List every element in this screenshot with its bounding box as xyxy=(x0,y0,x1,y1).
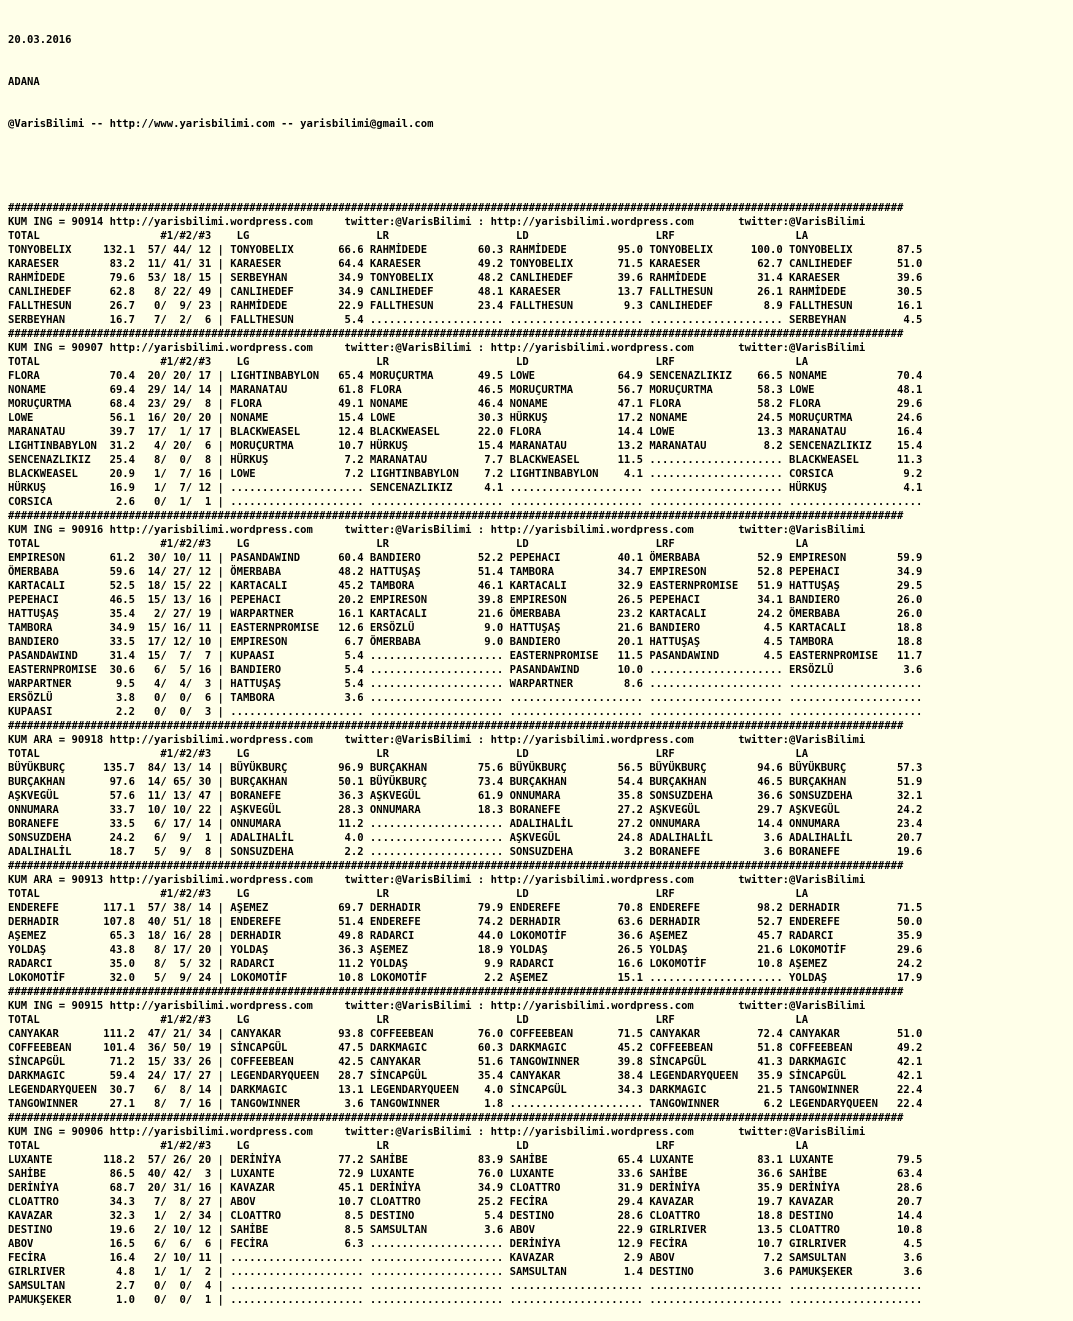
section-separator: ############################################################################################################################################# xyxy=(8,202,904,214)
table-row: CLOATTRO 34.3 7/ 8/ 27 | ABOV 10.7 CLOATTRO 25.2 FECİRA 29.4 KAVAZAR 19.7 KAVAZAR 20.7 xyxy=(8,1196,923,1208)
table-row: CANYAKAR 111.2 47/ 21/ 34 | CANYAKAR 93.8 COFFEEBEAN 76.0 COFFEEBEAN 71.5 CANYAKAR 72.4 CANYAKAR 51.0 xyxy=(8,1028,923,1040)
report-contact: @VarisBilimi -- http://www.yarisbilimi.com -- yarisbilimi@gmail.com xyxy=(8,118,434,130)
table-row: DERİNİYA 68.7 20/ 31/ 16 | KAVAZAR 45.1 DERİNİYA 34.9 CLOATTRO 31.9 DERİNİYA 35.9 DERİNİYA 28.6 xyxy=(8,1182,923,1194)
table-row: BLACKWEASEL 20.9 1/ 7/ 16 | LOWE 7.2 LIGHTINBABYLON 7.2 LIGHTINBABYLON 4.1 ..................... CORSICA 9.2 xyxy=(8,468,923,480)
table-row: TONYOBELIX 132.1 57/ 44/ 12 | TONYOBELIX 66.6 RAHMİDEDE 60.3 RAHMİDEDE 95.0 TONYOBELIX 100.0 TONYOBELIX 87.5 xyxy=(8,244,923,256)
table-row: HATTUŞAŞ 35.4 2/ 27/ 19 | WARPARTNER 16.1 KARTACALI 21.6 ÖMERBABA 23.2 KARTACALI 24.2 ÖMERBABA 26.0 xyxy=(8,608,923,620)
column-header: TOTAL #1/#2/#3 LG LR LD LRF LA xyxy=(8,748,809,760)
section-separator: ############################################################################################################################################# xyxy=(8,510,904,522)
table-row: SAMSULTAN 2.7 0/ 0/ 4 | ..................... ..................... ..................... ..................... ..................... xyxy=(8,1280,923,1292)
report-date: 20.03.2016 xyxy=(8,34,72,46)
blank-line xyxy=(8,159,1073,173)
table-row: MARANATAU 39.7 17/ 1/ 17 | BLACKWEASEL 12.4 BLACKWEASEL 22.0 FLORA 14.4 LOWE 13.3 MARANATAU 16.4 xyxy=(8,426,923,438)
section-separator: ############################################################################################################################################# xyxy=(8,720,904,732)
race-title: KUM ARA = 90918 http://yarisbilimi.wordpress.com twitter:@VarisBilimi : http://yarisbilimi.wordpress.com twitter:@VarisBilimi xyxy=(8,734,866,746)
table-row: HÜRKUŞ 16.9 1/ 7/ 12 | ..................... SENCENAZLIKIZ 4.1 ..................... ..................... HÜRKUŞ 4.1 xyxy=(8,482,923,494)
race-title: KUM ING = 90914 http://yarisbilimi.wordpress.com twitter:@VarisBilimi : http://yarisbilimi.wordpress.com twitter:@VarisBilimi xyxy=(8,216,866,228)
table-row: LUXANTE 118.2 57/ 26/ 20 | DERİNİYA 77.2 SAHİBE 83.9 SAHİBE 65.4 LUXANTE 83.1 LUXANTE 79.5 xyxy=(8,1154,923,1166)
table-row: MORUÇURTMA 68.4 23/ 29/ 8 | FLORA 49.1 NONAME 46.4 NONAME 47.1 FLORA 58.2 FLORA 29.6 xyxy=(8,398,923,410)
table-row: ÖMERBABA 59.6 14/ 27/ 12 | ÖMERBABA 48.2 HATTUŞAŞ 51.4 TAMBORA 34.7 EMPIRESON 52.8 PEPEHACI 34.9 xyxy=(8,566,923,578)
table-row: ONNUMARA 33.7 10/ 10/ 22 | AŞKVEGÜL 28.3 ONNUMARA 18.3 BORANEFE 27.2 AŞKVEGÜL 29.7 AŞKVEGÜL 24.2 xyxy=(8,804,923,816)
section-separator: ############################################################################################################################################# xyxy=(8,986,904,998)
race-list xyxy=(8,201,1073,1307)
column-header: TOTAL #1/#2/#3 LG LR LD LRF LA xyxy=(8,356,809,368)
table-row: SAHİBE 86.5 40/ 42/ 3 | LUXANTE 72.9 LUXANTE 76.0 LUXANTE 33.6 SAHİBE 36.6 SAHİBE 63.4 xyxy=(8,1168,923,1180)
table-row: GIRLRIVER 4.8 1/ 1/ 2 | ..................... ..................... SAMSULTAN 1.4 DESTINO 3.6 PAMUKŞEKER 3.6 xyxy=(8,1266,923,1278)
table-row: KARAESER 83.2 11/ 41/ 31 | KARAESER 64.4 KARAESER 49.2 TONYOBELIX 71.5 KARAESER 62.7 CANLIHEDEF 51.0 xyxy=(8,258,923,270)
table-row: LOWE 56.1 16/ 20/ 20 | NONAME 15.4 LOWE 30.3 HÜRKUŞ 17.2 NONAME 24.5 MORUÇURTMA 24.6 xyxy=(8,412,923,424)
table-row: DARKMAGIC 59.4 24/ 17/ 27 | LEGENDARYQUEEN 28.7 SİNCAPGÜL 35.4 CANYAKAR 38.4 LEGENDARYQUEEN 35.9 SİNCAPGÜL 42.1 xyxy=(8,1070,923,1082)
report-city: ADANA xyxy=(8,76,40,88)
table-row: KUPAASI 2.2 0/ 0/ 3 | ..................... ..................... ..................... ..................... ..................... xyxy=(8,706,923,718)
table-row: FECİRA 16.4 2/ 10/ 11 | ..................... ..................... KAVAZAR 2.9 ABOV 7.2 SAMSULTAN 3.6 xyxy=(8,1252,923,1264)
race-title: KUM ING = 90906 http://yarisbilimi.wordpress.com twitter:@VarisBilimi : http://yarisbilimi.wordpress.com twitter:@VarisBilimi xyxy=(8,1126,866,1138)
table-row: SONSUZDEHA 24.2 6/ 9/ 1 | ADALIHALİL 4.0 ..................... AŞKVEGÜL 24.8 ADALIHALİL 3.6 ADALIHALİL 20.7 xyxy=(8,832,923,844)
race-title: KUM ING = 90915 http://yarisbilimi.wordpress.com twitter:@VarisBilimi : http://yarisbilimi.wordpress.com twitter:@VarisBilimi xyxy=(8,1000,866,1012)
table-row: BÜYÜKBURÇ 135.7 84/ 13/ 14 | BÜYÜKBURÇ 96.9 BURÇAKHAN 75.6 BÜYÜKBURÇ 56.5 BÜYÜKBURÇ 94.6 BÜYÜKBURÇ 57.3 xyxy=(8,762,923,774)
table-row: KAVAZAR 32.3 1/ 2/ 34 | CLOATTRO 8.5 DESTINO 5.4 DESTINO 28.6 CLOATTRO 18.8 DESTINO 14.4 xyxy=(8,1210,923,1222)
race-title: KUM ING = 90907 http://yarisbilimi.wordpress.com twitter:@VarisBilimi : http://yarisbilimi.wordpress.com twitter:@VarisBilimi xyxy=(8,342,866,354)
section-separator: ############################################################################################################################################# xyxy=(8,860,904,872)
table-row: NONAME 69.4 29/ 14/ 14 | MARANATAU 61.8 FLORA 46.5 MORUÇURTMA 56.7 MORUÇURTMA 58.3 LOWE 48.1 xyxy=(8,384,923,396)
table-row: DERHADIR 107.8 40/ 51/ 18 | ENDEREFE 51.4 ENDEREFE 74.2 DERHADIR 63.6 DERHADIR 52.7 ENDEREFE 50.0 xyxy=(8,916,923,928)
section-separator: ############################################################################################################################################# xyxy=(8,328,904,340)
table-row: CORSICA 2.6 0/ 1/ 1 | ..................... ..................... ..................... ..................... ..................... xyxy=(8,496,923,508)
table-row: LOKOMOTİF 32.0 5/ 9/ 24 | LOKOMOTİF 10.8 LOKOMOTİF 2.2 AŞEMEZ 15.1 ..................... YOLDAŞ 17.9 xyxy=(8,972,923,984)
table-row: WARPARTNER 9.5 4/ 4/ 3 | HATTUŞAŞ 5.4 ..................... WARPARTNER 8.6 ..................... ..................... xyxy=(8,678,923,690)
table-row: COFFEEBEAN 101.4 36/ 50/ 19 | SİNCAPGÜL 47.5 DARKMAGIC 60.3 DARKMAGIC 45.2 COFFEEBEAN 51.8 COFFEEBEAN 49.2 xyxy=(8,1042,923,1054)
table-row: RADARCI 35.0 8/ 5/ 32 | RADARCI 11.2 YOLDAŞ 9.9 RADARCI 16.6 LOKOMOTİF 10.8 AŞEMEZ 24.2 xyxy=(8,958,923,970)
table-row: SİNCAPGÜL 71.2 15/ 33/ 26 | COFFEEBEAN 42.5 CANYAKAR 51.6 TANGOWINNER 39.8 SİNCAPGÜL 41.3 DARKMAGIC 42.1 xyxy=(8,1056,923,1068)
table-row: LIGHTINBABYLON 31.2 4/ 20/ 6 | MORUÇURTMA 10.7 HÜRKUŞ 15.4 MARANATAU 13.2 MARANATAU 8.2 SENCENAZLIKIZ 15.4 xyxy=(8,440,923,452)
table-row: KARTACALI 52.5 18/ 15/ 22 | KARTACALI 45.2 TAMBORA 46.1 KARTACALI 32.9 EASTERNPROMISE 51.9 HATTUŞAŞ 29.5 xyxy=(8,580,923,592)
table-row: EMPIRESON 61.2 30/ 10/ 11 | PASANDAWIND 60.4 BANDIERO 52.2 PEPEHACI 40.1 ÖMERBABA 52.9 EMPIRESON 59.9 xyxy=(8,552,923,564)
table-row: SENCENAZLIKIZ 25.4 8/ 0/ 8 | HÜRKUŞ 7.2 MARANATAU 7.7 BLACKWEASEL 11.5 ..................... BLACKWEASEL 11.3 xyxy=(8,454,923,466)
table-row: PAMUKŞEKER 1.0 0/ 0/ 1 | ..................... ..................... ..................... ..................... ..................... xyxy=(8,1294,923,1306)
table-row: PASANDAWIND 31.4 15/ 7/ 7 | KUPAASI 5.4 ..................... EASTERNPROMISE 11.5 PASANDAWIND 4.5 EASTERNPROMISE 11.7 xyxy=(8,650,923,662)
table-row: LEGENDARYQUEEN 30.7 6/ 8/ 14 | DARKMAGIC 13.1 LEGENDARYQUEEN 4.0 SİNCAPGÜL 34.3 DARKMAGIC 21.5 TANGOWINNER 22.4 xyxy=(8,1084,923,1096)
race-title: KUM ARA = 90913 http://yarisbilimi.wordpress.com twitter:@VarisBilimi : http://yarisbilimi.wordpress.com twitter:@VarisBilimi xyxy=(8,874,866,886)
table-row: AŞEMEZ 65.3 18/ 16/ 28 | DERHADIR 49.8 RADARCI 44.0 LOKOMOTİF 36.6 AŞEMEZ 45.7 RADARCI 35.9 xyxy=(8,930,923,942)
column-header: TOTAL #1/#2/#3 LG LR LD LRF LA xyxy=(8,1140,809,1152)
column-header: TOTAL #1/#2/#3 LG LR LD LRF LA xyxy=(8,230,809,242)
table-row: ADALIHALİL 18.7 5/ 9/ 8 | SONSUZDEHA 2.2 ..................... SONSUZDEHA 3.2 BORANEFE 3.6 BORANEFE 19.6 xyxy=(8,846,923,858)
column-header: TOTAL #1/#2/#3 LG LR LD LRF LA xyxy=(8,1014,809,1026)
column-header: TOTAL #1/#2/#3 LG LR LD LRF LA xyxy=(8,538,809,550)
section-separator: ############################################################################################################################################# xyxy=(8,1112,904,1124)
table-row: YOLDAŞ 43.8 8/ 17/ 20 | YOLDAŞ 36.3 AŞEMEZ 18.9 YOLDAŞ 26.5 YOLDAŞ 21.6 LOKOMOTİF 29.6 xyxy=(8,944,923,956)
table-row: AŞKVEGÜL 57.6 11/ 13/ 47 | BORANEFE 36.3 AŞKVEGÜL 61.9 ONNUMARA 35.8 SONSUZDEHA 36.6 SONSUZDEHA 32.1 xyxy=(8,790,923,802)
table-row: BURÇAKHAN 97.6 14/ 65/ 30 | BURÇAKHAN 50.1 BÜYÜKBURÇ 73.4 BURÇAKHAN 54.4 BURÇAKHAN 46.5 BURÇAKHAN 51.9 xyxy=(8,776,923,788)
table-row: BANDIERO 33.5 17/ 12/ 10 | EMPIRESON 6.7 ÖMERBABA 9.0 BANDIERO 20.1 HATTUŞAŞ 4.5 TAMBORA 18.8 xyxy=(8,636,923,648)
table-row: EASTERNPROMISE 30.6 6/ 5/ 16 | BANDIERO 5.4 ..................... PASANDAWIND 10.0 ..................... ERSÖZLÜ 3.6 xyxy=(8,664,923,676)
table-row: PEPEHACI 46.5 15/ 13/ 16 | PEPEHACI 20.2 EMPIRESON 39.8 EMPIRESON 26.5 PEPEHACI 34.1 BANDIERO 26.0 xyxy=(8,594,923,606)
table-row: RAHMİDEDE 79.6 53/ 18/ 15 | SERBEYHAN 34.9 TONYOBELIX 48.2 CANLIHEDEF 39.6 RAHMİDEDE 31.4 KARAESER 39.6 xyxy=(8,272,923,284)
table-row: CANLIHEDEF 62.8 8/ 22/ 49 | CANLIHEDEF 34.9 CANLIHEDEF 48.1 KARAESER 13.7 FALLTHESUN 26.1 RAHMİDEDE 30.5 xyxy=(8,286,923,298)
table-row: SERBEYHAN 16.7 7/ 2/ 6 | FALLTHESUN 5.4 ..................... ..................... ..................... SERBEYHAN 4.5 xyxy=(8,314,923,326)
table-row: TANGOWINNER 27.1 8/ 7/ 16 | TANGOWINNER 3.6 TANGOWINNER 1.8 ..................... TANGOWINNER 6.2 LEGENDARYQUEEN 22.4 xyxy=(8,1098,923,1110)
table-row: DESTINO 19.6 2/ 10/ 12 | SAHİBE 8.5 SAMSULTAN 3.6 ABOV 22.9 GIRLRIVER 13.5 CLOATTRO 10.8 xyxy=(8,1224,923,1236)
table-row: ENDEREFE 117.1 57/ 38/ 14 | AŞEMEZ 69.7 DERHADIR 79.9 ENDEREFE 70.8 ENDEREFE 98.2 DERHADIR 71.5 xyxy=(8,902,923,914)
table-row: BORANEFE 33.5 6/ 17/ 14 | ONNUMARA 11.2 ..................... ADALIHALİL 27.2 ONNUMARA 14.4 ONNUMARA 23.4 xyxy=(8,818,923,830)
race-title: KUM ING = 90916 http://yarisbilimi.wordpress.com twitter:@VarisBilimi : http://yarisbilimi.wordpress.com twitter:@VarisBilimi xyxy=(8,524,866,536)
table-row: FLORA 70.4 20/ 20/ 17 | LIGHTINBABYLON 65.4 MORUÇURTMA 49.5 LOWE 64.9 SENCENAZLIKIZ 66.5 NONAME 70.4 xyxy=(8,370,923,382)
table-row: ABOV 16.5 6/ 6/ 6 | FECİRA 6.3 ..................... DERİNİYA 12.9 FECİRA 10.7 GIRLRIVER 4.5 xyxy=(8,1238,923,1250)
column-header: TOTAL #1/#2/#3 LG LR LD LRF LA xyxy=(8,888,809,900)
table-row: ERSÖZLÜ 3.8 0/ 0/ 6 | TAMBORA 3.6 ..................... ..................... ..................... ..................... xyxy=(8,692,923,704)
table-row: TAMBORA 34.9 15/ 16/ 11 | EASTERNPROMISE 12.6 ERSÖZLÜ 9.0 HATTUŞAŞ 21.6 BANDIERO 4.5 KARTACALI 18.8 xyxy=(8,622,923,634)
table-row: FALLTHESUN 26.7 0/ 9/ 23 | RAHMİDEDE 22.9 FALLTHESUN 23.4 FALLTHESUN 9.3 CANLIHEDEF 8.9 FALLTHESUN 16.1 xyxy=(8,300,923,312)
